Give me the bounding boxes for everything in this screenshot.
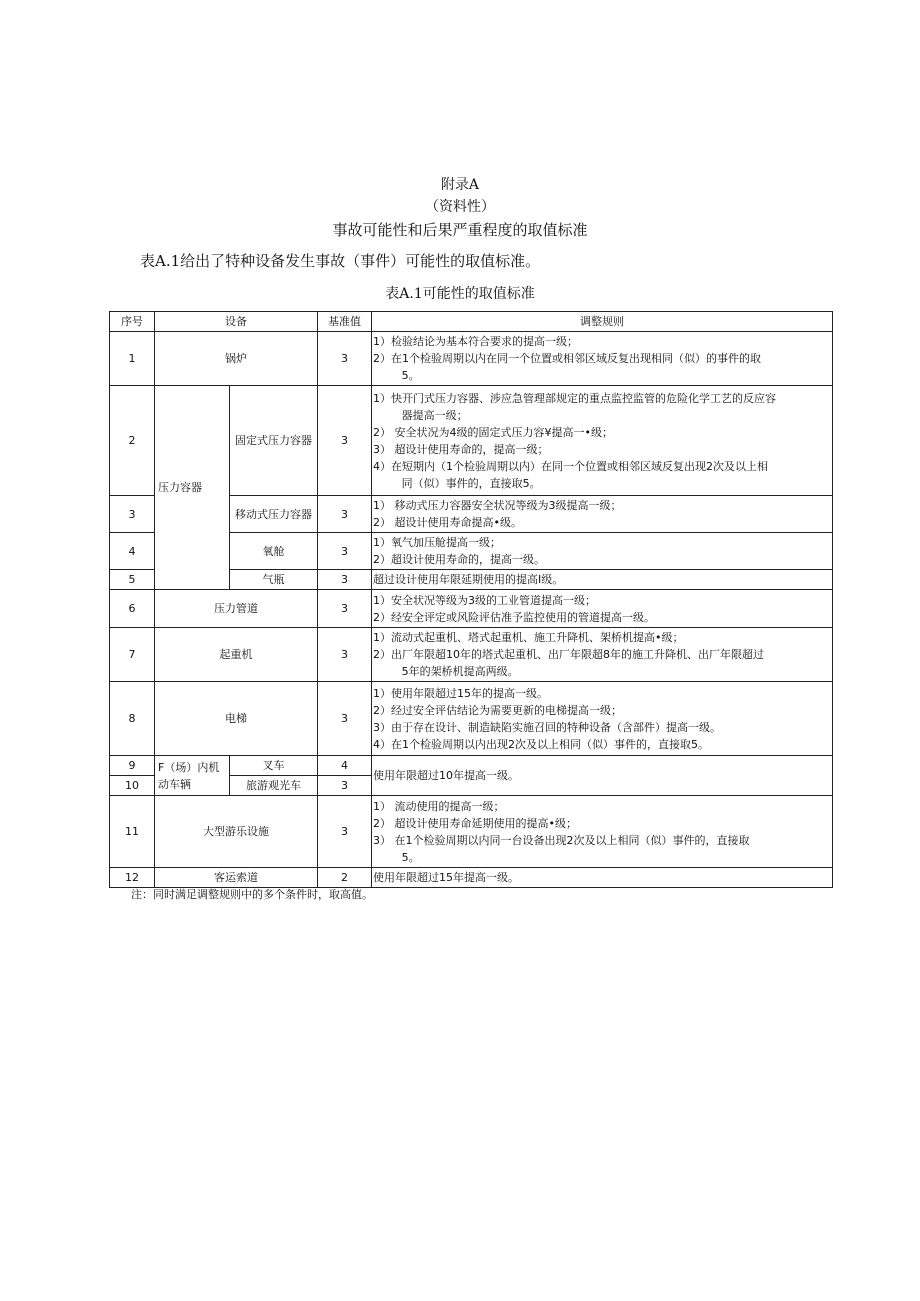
category-pressure-vessel: 压力容器 <box>155 386 230 590</box>
row-rule <box>372 756 833 796</box>
row-no: 2 <box>110 386 155 496</box>
rule-line: 5。 <box>401 369 420 382</box>
row-rule <box>372 533 833 570</box>
row-rule <box>372 332 833 386</box>
table-row <box>110 756 833 776</box>
table-row <box>110 332 833 386</box>
intro-paragraph: 表A.1给出了特种设备发生事故（事件）可能性的取值标准。 <box>140 252 541 270</box>
row-rule <box>372 590 833 628</box>
rule-line: 器提高一级； <box>401 408 468 422</box>
rule-line: 2）经安全评定或风险评估准予监控使用的管道提高一级。 <box>373 610 655 624</box>
row-no: 6 <box>110 590 155 628</box>
table-caption: 表A.1可能性的取值标准 <box>385 286 535 302</box>
table-row <box>110 868 833 888</box>
rule-line: 1）流动式起重机、塔式起重机、施工升降机、架桥机提高•级； <box>373 631 684 644</box>
row-equipment: 电梯 <box>155 682 318 756</box>
table-note: 注：同时满足调整规则中的多个条件时，取高值。 <box>131 888 373 901</box>
row-no: 12 <box>110 868 155 888</box>
row-equipment: 大型游乐设施 <box>155 796 318 868</box>
likelihood-criteria-table <box>109 311 833 888</box>
rule-line: 1） 移动式压力容器安全状况等级为3级提高一级； <box>373 499 622 512</box>
row-no: 11 <box>110 796 155 868</box>
row-base: 3 <box>318 776 372 796</box>
row-rule <box>372 796 833 868</box>
rule-line: 1）快开门式压力容器、涉应急管理部规定的重点监控监管的危险化学工艺的反应容 <box>373 391 776 405</box>
rule-line: 1）安全状况等级为3级的工业管道提高一级； <box>373 593 596 607</box>
row-no: 1 <box>110 332 155 386</box>
row-equipment: 旅游观光车 <box>230 776 318 796</box>
row-base: 3 <box>318 628 372 682</box>
table-header-row <box>110 312 833 332</box>
rule-line: 超过设计使用年限延期使用的提高I级。 <box>373 573 564 586</box>
row-base: 4 <box>318 756 372 776</box>
rule-line: 4）在短期内（1个检验周期以内）在同一个位置或相邻区域反复出现2次及以上相 <box>373 459 768 473</box>
rule-line: 1）使用年限超过15年的提高一级。 <box>373 686 548 700</box>
row-no: 9 <box>110 756 155 776</box>
rule-line: 2）超设计使用寿命的，提高一级。 <box>373 553 545 566</box>
row-equipment: 移动式压力容器 <box>230 496 318 533</box>
row-no: 8 <box>110 682 155 756</box>
rule-line: 3） 在1个检验周期以内同一台设备出现2次及以上相同（似）事件的，直接取 <box>373 833 750 847</box>
header-base: 基准值 <box>318 312 372 332</box>
rule-line: 2） 超设计使用寿命提高•级。 <box>373 516 522 529</box>
rule-line: 使用年限超过10年提高一级。 <box>373 769 519 782</box>
row-equipment: 锅炉 <box>155 332 318 386</box>
row-no: 5 <box>110 570 155 590</box>
table-row <box>110 386 833 496</box>
row-base: 3 <box>318 570 372 590</box>
row-base: 3 <box>318 496 372 533</box>
row-no: 10 <box>110 776 155 796</box>
row-no: 3 <box>110 496 155 533</box>
row-rule <box>372 386 833 496</box>
row-no: 4 <box>110 533 155 570</box>
table-row <box>110 796 833 868</box>
category-vehicles: F（场）内机动车辆 <box>155 756 230 796</box>
rule-line: 2） 安全状况为4级的固定式压力容¥提高一•级； <box>373 425 613 439</box>
rule-line: 使用年限超过15年提高一级。 <box>373 871 519 884</box>
row-equipment: 压力管道 <box>155 590 318 628</box>
rule-line: 1）氧气加压舱提高一级； <box>373 536 501 549</box>
rule-line: 2） 超设计使用寿命延期使用的提高•级； <box>373 816 577 830</box>
row-base: 3 <box>318 386 372 496</box>
row-rule <box>372 868 833 888</box>
row-rule <box>372 496 833 533</box>
rule-line: 2）经过安全评估结论为需要更新的电梯提高一级； <box>373 703 622 717</box>
row-rule <box>372 682 833 756</box>
rule-line: 3） 超设计使用寿命的，提高一级； <box>373 442 549 456</box>
header-rule: 调整规则 <box>372 312 833 332</box>
row-base: 3 <box>318 533 372 570</box>
table-row <box>110 628 833 682</box>
row-equipment: 固定式压力容器 <box>230 386 318 496</box>
rule-line: 5年的架桥机提高两级。 <box>401 665 519 678</box>
rule-line: 1） 流动使用的提高一级； <box>373 799 505 813</box>
header-no: 序号 <box>110 312 155 332</box>
appendix-title: 事故可能性和后果严重程度的取值标准 <box>332 221 588 239</box>
row-rule <box>372 628 833 682</box>
rule-line: 2）在1个检验周期以内在同一个位置或相邻区域反复出现相同（似）的事件的取 <box>373 352 761 365</box>
row-equipment: 叉车 <box>230 756 318 776</box>
rule-line: 1）检验结论为基本符合要求的提高一级； <box>373 335 578 348</box>
appendix-nature: （资料性） <box>425 199 495 215</box>
rule-line: 2）出厂年限超10年的塔式起重机、出厂年限超8年的施工升降机、出厂年限超过 <box>373 648 764 661</box>
row-no: 7 <box>110 628 155 682</box>
table-row <box>110 682 833 756</box>
row-base: 3 <box>318 796 372 868</box>
table-row <box>110 590 833 628</box>
row-rule <box>372 570 833 590</box>
row-equipment: 客运索道 <box>155 868 318 888</box>
rule-line: 同（似）事件的，直接取5。 <box>401 476 541 490</box>
rule-line: 5。 <box>401 850 420 864</box>
rule-line: 3）由于存在设计、制造缺陷实施召回的特种设备（含部件）提高一级。 <box>373 720 721 734</box>
row-base: 3 <box>318 590 372 628</box>
row-equipment: 气瓶 <box>230 570 318 590</box>
row-base: 3 <box>318 332 372 386</box>
rule-line: 4）在1个检验周期以内出现2次及以上相同（似）事件的，直接取5。 <box>373 737 709 751</box>
row-base: 2 <box>318 868 372 888</box>
header-equipment: 设备 <box>155 312 318 332</box>
appendix-label: 附录A <box>440 177 480 193</box>
row-equipment: 氧舱 <box>230 533 318 570</box>
row-equipment: 起重机 <box>155 628 318 682</box>
row-base: 3 <box>318 682 372 756</box>
